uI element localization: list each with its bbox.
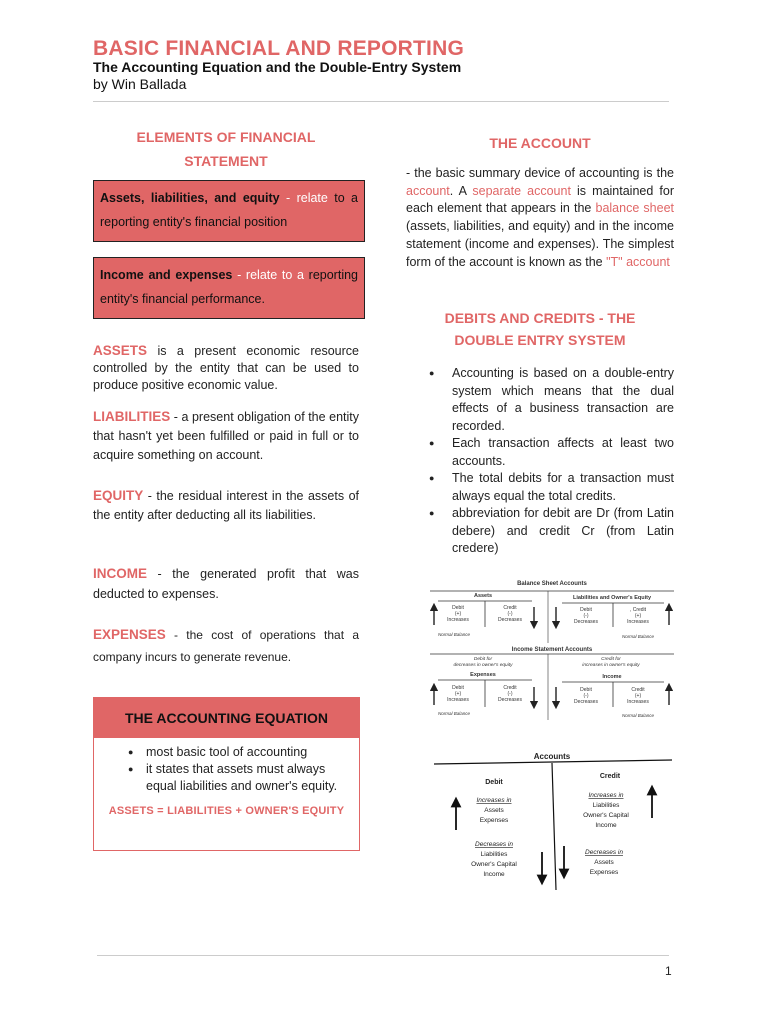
svg-text:Liabilities: Liabilities [592,802,620,809]
income-statement-accounts-title: Income Statement Accounts [511,647,593,653]
svg-text:Decreases: Decreases [498,617,522,623]
elements-heading: ELEMENTS OF FINANCIAL STATEMENT [136,129,316,169]
svg-text:Expenses: Expenses [479,817,509,824]
list-item: ● The total debits for a transaction must always equal the total credits. [452,470,674,505]
svg-text:Normal Balance: Normal Balance [437,632,471,637]
term-assets: ASSETS is a present economic resource controlled by the entity that can be used to produce positive economic value. [93,343,359,392]
svg-text:Debit: Debit [452,605,464,611]
accounting-equation-formula: ASSETS = LIABILITIES + OWNER'S EQUITY [108,805,345,817]
accounting-equation-heading: THE ACCOUNTING EQUATION [94,698,359,738]
position-elements-box: Assets, liabilities, and equity - relate to a reporting entity's financial position [93,180,365,242]
debit-label: Debit [485,779,503,786]
header-divider [93,101,669,102]
liabilities-equity-label: Liabilities and Owner's Equity [572,595,652,601]
list-item: ● Accounting is based on a double-entry system which means that the dual effects of a business transaction are recorded. [452,365,674,435]
svg-text:Owner's Capital: Owner's Capital [471,861,517,868]
expenses-label: Expenses [470,672,496,678]
document-title: BASIC FINANCIAL AND REPORTING [93,37,464,60]
svg-text:, Credit: , Credit [629,607,647,613]
svg-text:Assets: Assets [594,859,614,866]
svg-text:Expenses: Expenses [589,869,619,876]
list-item: ● it states that assets must always equal liabilities and owner's equity. [146,761,359,795]
svg-text:Normal Balance: Normal Balance [621,634,655,639]
svg-text:decreases in owner's equity: decreases in owner's equity [453,663,513,668]
svg-text:Credit for: Credit for [601,657,621,662]
term-equity: EQUITY - the residual interest in the assets of the entity after deducting all its liabilities. [93,488,359,522]
performance-elements-box: Income and expenses - relate to a reporting entity's financial performance. [93,257,365,319]
svg-text:(+): (+) [634,613,642,619]
svg-text:(+): (+) [454,691,462,697]
svg-text:Normal Balance: Normal Balance [437,711,471,716]
accounting-equation-box [93,697,360,851]
svg-text:Income: Income [595,822,617,829]
debits-credits-heading: DEBITS AND CREDITS - THE DOUBLE ENTRY SYSTEM [444,310,636,348]
svg-text:Income: Income [483,871,505,878]
accounting-equation-list [94,744,359,795]
account-heading: THE ACCOUNT [489,135,591,151]
credit-label: Credit [599,773,621,780]
document-subtitle: The Accounting Equation and the Double-Entry System [93,59,462,75]
svg-text:Increases: Increases [627,619,649,625]
balance-sheet-accounts-title: Balance Sheet Accounts [517,581,587,587]
svg-text:Owner's Capital: Owner's Capital [583,812,629,819]
term-expenses: EXPENSES - the cost of operations that a company incurs to generate revenue. [93,627,359,664]
svg-text:Debit: Debit [580,607,592,613]
t-account-summary-figure [428,742,676,892]
svg-text:Increases: Increases [627,699,649,705]
svg-text:(+): (+) [454,611,462,617]
svg-text:Credit: Credit [503,685,517,691]
svg-text:Credit: Credit [631,687,645,693]
list-item: ● abbreviation for debit are Dr (from Latin debere) and credit Cr (from Latin credere) [452,505,674,558]
income-label: Income [602,674,622,680]
document-author: by Win Ballada [93,76,187,92]
svg-text:Liabilities: Liabilities [480,851,508,858]
svg-text:Debit: Debit [452,685,464,691]
svg-text:Increases: Increases [447,617,469,623]
svg-text:Debit: Debit [580,687,592,693]
svg-text:Credit: Credit [503,605,517,611]
term-income: INCOME - the generated profit that was deducted to expenses. [93,566,359,601]
svg-text:Increases in: Increases in [476,797,512,804]
svg-text:Increases in: Increases in [588,792,624,799]
svg-text:(-): (-) [507,691,513,697]
debits-credits-list [452,365,674,558]
svg-text:(-): (-) [507,611,513,617]
accounts-title: Accounts [533,752,571,761]
svg-text:Debit for: Debit for [473,657,493,662]
t-account-rules-figure [428,577,676,721]
svg-text:Decreases in: Decreases in [475,841,513,848]
assets-label: Assets [473,593,493,599]
svg-text:Decreases: Decreases [574,619,598,625]
svg-text:Decreases: Decreases [498,697,522,703]
list-item: ● most basic tool of accounting [146,744,359,761]
list-item: ● Each transaction affects at least two accounts. [452,435,674,470]
footer-divider [97,955,669,956]
svg-text:Normal Balance: Normal Balance [621,713,655,718]
svg-text:(-): (-) [583,613,589,619]
term-liabilities: LIABILITIES - a present obligation of the entity that hasn't yet been fulfilled or paid in full or to acquire something on account. [93,409,359,462]
svg-text:Assets: Assets [484,807,504,814]
svg-text:Increases: Increases [447,697,469,703]
svg-text:(-): (-) [583,693,589,699]
svg-text:Decreases in: Decreases in [585,849,623,856]
svg-text:Decreases: Decreases [574,699,598,705]
account-description: - the basic summary device of accounting is the account. A separate account is maintained for each element that appears in the balance sheet (assets, liabilities, and equity) and in the income statement (income and expenses). The simplest form of the account is known as the "T" account [406,166,674,269]
page-number: 1 [665,964,672,978]
svg-text:increases in owner's equity: increases in owner's equity [582,663,640,668]
svg-text:(+): (+) [634,693,642,699]
